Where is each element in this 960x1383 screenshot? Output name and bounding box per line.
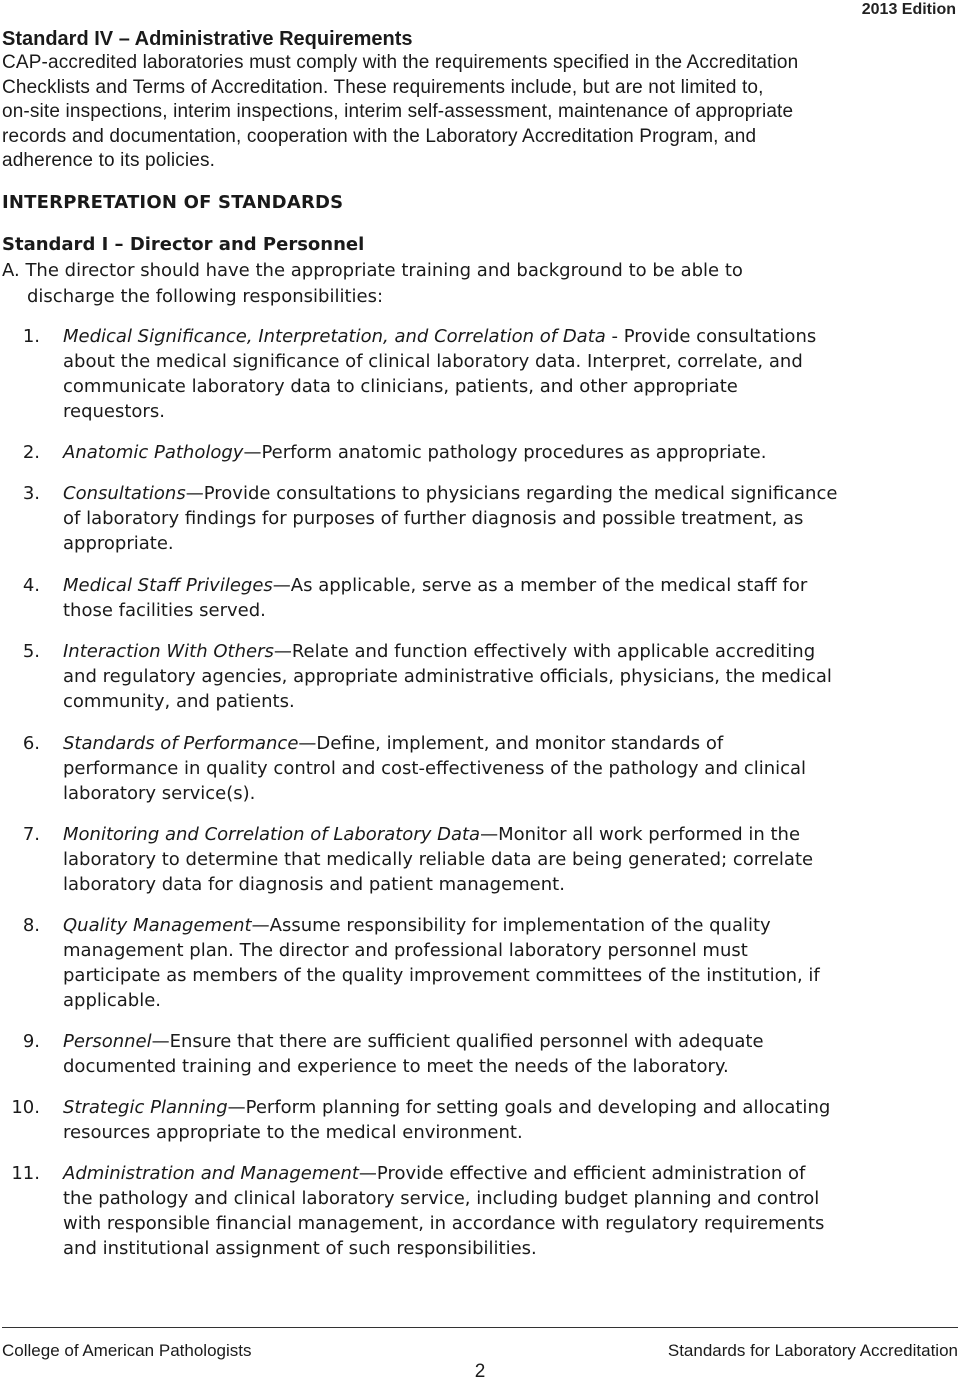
item-text bbox=[63, 440, 958, 465]
item-text bbox=[63, 1161, 958, 1261]
item-line: documented training and experience to meet the needs of the laboratory. bbox=[63, 1056, 729, 1077]
standard-iv-body bbox=[2, 51, 958, 174]
item-line: laboratory data for diagnosis and patient management. bbox=[63, 874, 565, 895]
item-title: Medical Significance, Interpretation, and Correlation of Data bbox=[63, 326, 606, 347]
item-number: 5. bbox=[22, 641, 40, 662]
item-text bbox=[63, 1095, 958, 1145]
item-description: —Provide consultations to physicians regarding the medical significance bbox=[185, 483, 838, 504]
item-line: and regulatory agencies, appropriate administrative officials, physicians, the medical bbox=[63, 666, 832, 687]
item-text bbox=[63, 639, 958, 714]
item-line: requestors. bbox=[63, 401, 165, 422]
item-description: —Ensure that there are sufficient qualified personnel with adequate bbox=[151, 1031, 764, 1052]
item-description: —Assume responsibility for implementation of the quality bbox=[251, 915, 771, 936]
item-title: Personnel bbox=[63, 1031, 152, 1052]
item-first-line bbox=[63, 1161, 958, 1186]
item-title: Administration and Management bbox=[63, 1163, 359, 1184]
item-first-line bbox=[63, 1029, 958, 1054]
item-line: applicable. bbox=[63, 990, 162, 1011]
item-first-line bbox=[63, 639, 958, 664]
item-line: about the medical significance of clinical laboratory data. Interpret, correlate, and bbox=[63, 351, 803, 372]
item-text bbox=[63, 573, 958, 623]
item-line: with responsible financial management, in accordance with regulatory requirements bbox=[63, 1213, 825, 1234]
item-line: community, and patients. bbox=[63, 691, 295, 712]
item-text bbox=[63, 324, 958, 424]
standard-i-title: Standard I – Director and Personnel bbox=[2, 234, 365, 255]
item-text bbox=[63, 1029, 958, 1079]
item-description: - Provide consultations bbox=[605, 326, 817, 347]
item-text bbox=[63, 822, 958, 897]
item-line: resources appropriate to the medical environment. bbox=[63, 1122, 523, 1143]
item-first-line bbox=[63, 1095, 958, 1120]
item-title: Consultations bbox=[63, 483, 186, 504]
item-line: and institutional assignment of such responsibilities. bbox=[63, 1238, 537, 1259]
footer-divider bbox=[2, 1327, 958, 1328]
item-number: 7. bbox=[22, 824, 40, 845]
item-number: 9. bbox=[22, 1031, 40, 1052]
item-title: Anatomic Pathology bbox=[63, 442, 244, 463]
intro-line: discharge the following responsibilities: bbox=[27, 285, 384, 307]
item-text bbox=[63, 731, 958, 806]
footer-document-title: Standards for Laboratory Accreditation bbox=[667, 1341, 958, 1360]
item-line: performance in quality control and cost-effectiveness of the pathology and clinical bbox=[63, 758, 807, 779]
item-number: 3. bbox=[22, 483, 40, 504]
standard-iv-title: Standard IV – Administrative Requirements bbox=[2, 28, 413, 50]
item-first-line bbox=[63, 573, 958, 598]
item-line: communicate laboratory data to clinicians, patients, and other appropriate bbox=[63, 376, 738, 397]
item-line: the pathology and clinical laboratory service, including budget planning and control bbox=[63, 1188, 820, 1209]
item-text bbox=[63, 913, 958, 1013]
item-line: participate as members of the quality improvement committees of the institution, if bbox=[63, 965, 820, 986]
item-description: —As applicable, serve as a member of the medical staff for bbox=[272, 575, 808, 596]
item-first-line bbox=[63, 324, 958, 349]
body-line: adherence to its policies. bbox=[2, 150, 216, 171]
page-number: 2 bbox=[474, 1361, 486, 1382]
item-description: —Provide effective and efficient administration of bbox=[358, 1163, 806, 1184]
item-description: —Perform anatomic pathology procedures as appropriate. bbox=[243, 442, 767, 463]
edition-label: 2013 Edition bbox=[861, 1, 956, 18]
item-number: 1. bbox=[22, 326, 40, 347]
item-title: Medical Staff Privileges bbox=[63, 575, 273, 596]
item-title: Monitoring and Correlation of Laboratory Data bbox=[63, 824, 481, 845]
item-description: —Monitor all work performed in the bbox=[480, 824, 801, 845]
item-first-line bbox=[63, 913, 958, 938]
item-description: —Relate and function effectively with applicable accrediting bbox=[273, 641, 816, 662]
item-first-line bbox=[63, 440, 958, 465]
item-first-line bbox=[63, 822, 958, 847]
item-line: management plan. The director and professional laboratory personnel must bbox=[63, 940, 748, 961]
item-line: appropriate. bbox=[63, 533, 174, 554]
body-line: on-site inspections, interim inspections, interim self-assessment, maintenance of appropriate bbox=[2, 101, 794, 122]
item-text bbox=[63, 481, 958, 556]
item-title: Standards of Performance bbox=[63, 733, 299, 754]
item-title: Strategic Planning bbox=[63, 1097, 228, 1118]
item-line: those facilities served. bbox=[63, 600, 266, 621]
item-description: —Perform planning for setting goals and developing and allocating bbox=[227, 1097, 831, 1118]
body-line: records and documentation, cooperation with the Laboratory Accreditation Program, and bbox=[2, 125, 757, 147]
item-title: Quality Management bbox=[63, 915, 252, 936]
item-line: of laboratory findings for purposes of further diagnosis and possible treatment, as bbox=[63, 508, 804, 529]
intro-line: A. The director should have the appropriate training and background to be able to bbox=[2, 260, 743, 281]
item-first-line bbox=[63, 731, 958, 756]
interpretation-heading: INTERPRETATION OF STANDARDS bbox=[2, 192, 344, 213]
item-number: 11. bbox=[11, 1163, 40, 1184]
item-title: Interaction With Others bbox=[63, 641, 274, 662]
item-number: 4. bbox=[22, 575, 40, 596]
item-line: laboratory service(s). bbox=[63, 783, 256, 804]
standard-i-intro bbox=[2, 258, 952, 309]
item-number: 10. bbox=[11, 1097, 40, 1118]
item-number: 6. bbox=[22, 733, 40, 754]
body-line: Checklists and Terms of Accreditation. These requirements include, but are not limited to, bbox=[2, 76, 764, 98]
item-number: 8. bbox=[22, 915, 40, 936]
body-line: CAP-accredited laboratories must comply with the requirements specified in the Accreditation bbox=[2, 52, 799, 73]
footer-organization: College of American Pathologists bbox=[2, 1341, 252, 1360]
item-number: 2. bbox=[22, 442, 40, 463]
item-first-line bbox=[63, 481, 958, 506]
item-description: —Define, implement, and monitor standards of bbox=[298, 733, 724, 754]
item-line: laboratory to determine that medically reliable data are being generated; correlate bbox=[63, 849, 814, 870]
